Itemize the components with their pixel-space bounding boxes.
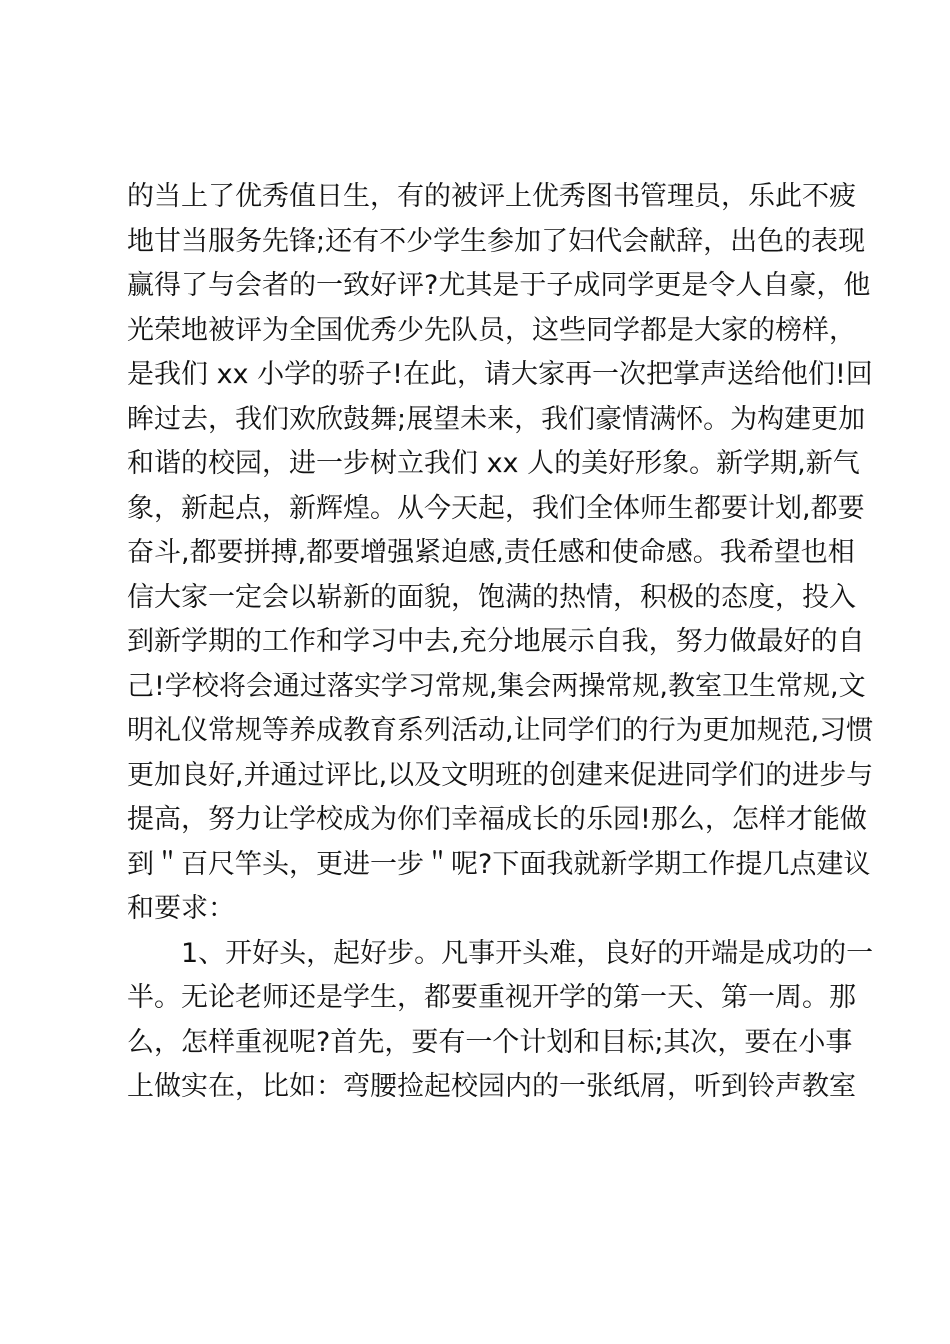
text-line: 明礼仪常规等养成教育系列活动,让同学们的行为更加规范,习惯 xyxy=(127,715,874,746)
text-line: 和要求： xyxy=(127,893,235,924)
text-line: 1、开好头，起好步。凡事开头难，良好的开端是成功的一 xyxy=(181,937,874,969)
text-line: 光荣地被评为全国优秀少先队员，这些同学都是大家的榜样， xyxy=(127,314,856,346)
text-line: 奋斗,都要拼搏,都要增强紧迫感,责任感和使命感。我希望也相 xyxy=(127,537,855,568)
text-line: 的当上了优秀值日生，有的被评上优秀图书管理员，乐此不疲 xyxy=(127,181,856,212)
text-line: 赢得了与会者的一致好评?尤其是于子成同学更是令人自豪，他 xyxy=(127,270,871,301)
text-line: 眸过去，我们欢欣鼓舞;展望未来，我们豪情满怀。为构建更加 xyxy=(127,403,866,435)
text-line: 和谐的校园，进一步树立我们 xx 人的美好形象。新学期,新气 xyxy=(127,448,860,479)
text-line: 上做实在，比如：弯腰捡起校园内的一张纸屑，听到铃声教室 xyxy=(127,1071,856,1102)
text-line: 提高，努力让学校成为你们幸福成长的乐园!那么，怎样才能做 xyxy=(127,804,867,835)
text-line: 到＂百尺竿头，更进一步＂呢?下面我就新学期工作提几点建议 xyxy=(127,848,871,880)
text-line: 己!学校将会通过落实学习常规,集会两操常规,教室卫生常规,文 xyxy=(127,670,866,702)
document-body-text xyxy=(127,175,874,1110)
text-line: 信大家一定会以崭新的面貌，饱满的热情，积极的态度，投入 xyxy=(127,581,856,613)
text-line: 到新学期的工作和学习中去,充分地展示自我，努力做最好的自 xyxy=(127,626,865,657)
text-line: 是我们 xx 小学的骄子!在此，请大家再一次把掌声送给他们!回 xyxy=(127,359,873,390)
text-line: 么，怎样重视呢?首先，要有一个计划和目标;其次，要在小事 xyxy=(127,1026,853,1058)
text-line: 更加良好,并通过评比,以及文明班的创建来促进同学们的进步与 xyxy=(127,759,874,791)
text-line: 象，新起点，新辉煌。从今天起，我们全体师生都要计划,都要 xyxy=(127,492,865,524)
text-line: 半。无论老师还是学生，都要重视开学的第一天、第一周。那 xyxy=(127,982,856,1013)
text-line: 地甘当服务先锋;还有不少学生参加了妇代会献辞，出色的表现 xyxy=(127,225,866,257)
